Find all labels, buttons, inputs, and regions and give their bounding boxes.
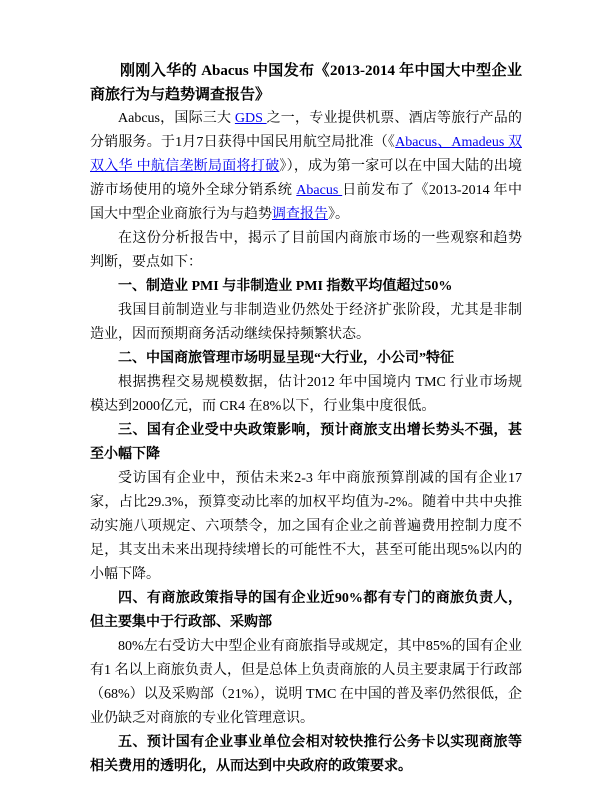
section-2-body: 根据携程交易规模数据，估计2012 年中国境内 TMC 行业市场规模达到2000亿元，而 CR4 在8%以下，行业集中度很低。 — [90, 375, 522, 414]
intro-paragraph — [90, 107, 522, 227]
section-4 — [90, 587, 522, 731]
section-3-heading: 三、国有企业受中央政策影响，预计商旅支出增长势头不强，甚至小幅下降 — [90, 423, 522, 462]
section-4-body: 80%左右受访大中型企业有商旅指导或规定，其中85%的国有企业有1 名以上商旅负责人，但是总体上负责商旅的人员主要隶属于行政部（68%）以及采购部（21%），说明 TMC 在中国的普及率仍然很低，企业仍缺乏对商旅的专业化管理意识。 — [90, 639, 522, 726]
abacus-link[interactable]: Abacus — [296, 183, 343, 198]
section-2-heading: 二、中国商旅管理市场明显呈现“大行业，小公司”特征 — [118, 351, 454, 366]
section-1-body: 我国目前制造业与非制造业仍然处于经济扩张阶段，尤其是非制造业，因而预期商务活动继续保持频繁状态。 — [90, 303, 522, 342]
document-title: 刚刚入华的 Abacus 中国发布《2013-2014 年中国大中型企业商旅行为与趋势调查报告》 — [90, 63, 522, 103]
section-5 — [90, 731, 522, 779]
intro-text-2: 之一，专业提供机票、酒店等旅行产品的分销服务。于1月7日获得中国民用航空局批准（《 — [90, 111, 522, 150]
intro-text-3: 》），成为第一家可以在中国大陆的出境游市场使用的境外全球分销系统 — [90, 159, 523, 198]
section-3-body: 受访国有企业中，预估未来2-3 年中商旅预算削减的国有企业17 家，占比29.3%，预算变动比率的加权平均值为-2%。随着中共中央推动实施八项规定、六项禁令，加之国有企业之前普遍费用控制力度不足，其支出未来出现持续增长的可能性不大，甚至可能出现5%以内的小幅下降。 — [90, 471, 522, 582]
section-5-heading: 五、预计国有企业事业单位会相对较快推行公务卡以实现商旅等相关费用的透明化，从而达到中央政府的政策要求。 — [90, 735, 522, 774]
lead-paragraph: 在这份分析报告中，揭示了目前国内商旅市场的一些观察和趋势判断，要点如下： — [90, 231, 522, 270]
intro-text-5: 》。 — [328, 207, 349, 222]
section-3 — [90, 419, 522, 587]
gds-link[interactable]: GDS — [234, 111, 267, 126]
intro-text-4: 日前发布了《2013-2014 年中国大中型企业商旅行为与趋势 — [90, 183, 522, 222]
intro-text-1: Aabcus，国际三大 — [118, 111, 235, 126]
abacus-amadeus-article-link[interactable]: Abacus、Amadeus 双双入华 中航信垄断局面将打破 — [90, 135, 522, 174]
section-1-heading: 一、制造业 PMI 与非制造业 PMI 指数平均值超过50% — [118, 279, 453, 294]
section-2 — [90, 347, 522, 419]
document-content — [90, 59, 522, 779]
survey-report-link[interactable]: 调查报告 — [272, 207, 328, 222]
section-1 — [90, 275, 522, 347]
section-4-heading: 四、有商旅政策指导的国有企业近90%都有专门的商旅负责人，但主要集中于行政部、采购部 — [90, 591, 522, 630]
